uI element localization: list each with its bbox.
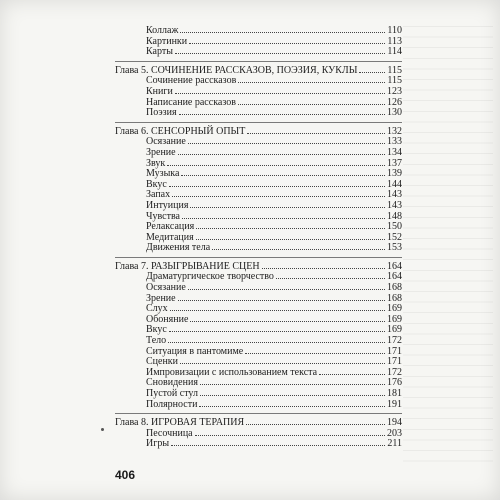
- toc-entry-page-number: 171: [387, 345, 402, 357]
- toc-entry-page-number: 113: [387, 35, 402, 47]
- toc-entry-label: Запах: [146, 189, 171, 201]
- toc-entry-page-number: 181: [387, 388, 402, 399]
- toc-entry-label: Осязание: [146, 282, 186, 294]
- toc-entry-page-number: 114: [387, 46, 402, 58]
- toc-entry-label: Коллаж: [146, 25, 179, 36]
- margin-mark: [101, 428, 104, 431]
- toc-entry: [115, 439, 402, 450]
- dot-leader: [189, 43, 385, 44]
- toc-entry: [115, 87, 402, 98]
- toc-entry-label: Сочинение рассказов: [146, 75, 237, 87]
- toc-entry-label: Движения тела: [146, 242, 211, 254]
- dot-leader: [212, 249, 385, 250]
- chapter-heading-label: Глава 8. ИГРОВАЯ ТЕРАПИЯ: [115, 417, 245, 429]
- toc-entry-page-number: 143: [387, 189, 402, 201]
- toc-entry-label: Зрение: [146, 146, 176, 158]
- toc-entry: [115, 47, 402, 58]
- dot-leader: [247, 133, 385, 134]
- toc-entry-page-number: 126: [387, 96, 402, 108]
- toc-entry-label: Зрение: [146, 292, 176, 304]
- dot-leader: [180, 363, 385, 364]
- chapter-divider: [115, 61, 402, 62]
- toc-entry: [115, 243, 402, 254]
- toc-entry-label: Импровизации с использованием текста: [146, 366, 318, 378]
- toc-entry-page-number: 144: [387, 178, 402, 190]
- dot-leader: [168, 342, 385, 343]
- toc-entry-page-number: 115: [387, 75, 402, 87]
- toc-entry-label: Сновидения: [146, 377, 198, 389]
- toc-entry-page-number: 139: [387, 168, 402, 180]
- toc-entry-label: Написание рассказов: [146, 96, 236, 108]
- dot-leader: [199, 406, 385, 407]
- toc-entry-label: Картинки: [146, 35, 188, 47]
- toc-entry-page-number: 169: [387, 324, 402, 336]
- table-of-contents: [115, 26, 402, 450]
- dot-leader: [179, 114, 385, 115]
- toc-entry-page-number: 134: [387, 146, 402, 158]
- toc-entry-label: Осязание: [146, 136, 186, 148]
- toc-entry: [115, 108, 402, 119]
- toc-entry-label: Сценки: [146, 356, 179, 368]
- toc-entry-label: Карты: [146, 46, 173, 58]
- toc-entry-page-number: 110: [387, 25, 402, 36]
- toc-entry-label: Полярности: [146, 398, 198, 410]
- toc-entry-page-number: 143: [387, 199, 402, 211]
- toc-entry-label: Медитация: [146, 231, 194, 243]
- toc-entry-page-number: 152: [387, 231, 402, 243]
- toc-entry-page-number: 168: [387, 282, 402, 294]
- toc-entry: [115, 389, 402, 400]
- dot-leader: [169, 186, 385, 187]
- toc-entry-page-number: 172: [387, 366, 402, 378]
- show-through-texture: [403, 26, 493, 466]
- chapter-heading-page-number: 132: [387, 125, 402, 137]
- dot-leader: [170, 310, 385, 311]
- toc-entry-page-number: 133: [387, 136, 402, 148]
- dot-leader: [172, 196, 385, 197]
- dot-leader: [319, 374, 385, 375]
- toc-entry-page-number: 150: [387, 221, 402, 233]
- toc-entry-page-number: 164: [387, 271, 402, 283]
- dot-leader: [246, 424, 385, 425]
- dot-leader: [276, 278, 385, 279]
- toc-entry-page-number: 130: [387, 107, 402, 119]
- toc-entry-page-number: 148: [387, 210, 402, 222]
- chapter-heading-label: Глава 5. СОЧИНЕНИЕ РАССКАЗОВ, ПОЭЗИЯ, КУКЛЫ: [115, 64, 358, 76]
- dot-leader: [180, 32, 385, 33]
- toc-entry-page-number: 171: [387, 356, 402, 368]
- toc-entry-label: Поэзия: [146, 107, 177, 119]
- chapter-divider: [115, 413, 402, 414]
- dot-leader: [178, 154, 385, 155]
- toc-entry-page-number: 137: [387, 157, 402, 169]
- chapter-heading-page-number: 115: [387, 64, 402, 76]
- toc-entry: [115, 201, 402, 212]
- toc-entry-label: Вкус: [146, 178, 167, 190]
- dot-leader: [238, 82, 385, 83]
- dot-leader: [195, 435, 385, 436]
- toc-entry-page-number: 153: [387, 242, 402, 254]
- toc-entry-label: Песочница: [146, 427, 193, 439]
- toc-entry-label: Релаксация: [146, 221, 195, 233]
- dot-leader: [196, 228, 385, 229]
- toc-entry: [115, 148, 402, 159]
- dot-leader: [359, 72, 385, 73]
- toc-entry: [115, 26, 402, 37]
- dot-leader: [190, 321, 385, 322]
- dot-leader: [238, 104, 385, 105]
- dot-leader: [175, 53, 385, 54]
- toc-entry-label: Тело: [146, 335, 167, 347]
- chapter-heading-page-number: 194: [387, 417, 402, 429]
- toc-entry-page-number: 123: [387, 85, 402, 97]
- dot-leader: [200, 384, 385, 385]
- toc-entry: [115, 400, 402, 411]
- toc-entry-label: Драматургическое творчество: [146, 271, 274, 283]
- dot-leader: [245, 353, 385, 354]
- dot-leader: [196, 239, 385, 240]
- toc-entry-label: Вкус: [146, 324, 167, 336]
- toc-entry-label: Игры: [146, 438, 170, 450]
- dot-leader: [188, 289, 385, 290]
- toc-entry-page-number: 169: [387, 303, 402, 315]
- toc-entry-label: Интуиция: [146, 199, 189, 211]
- dot-leader: [167, 165, 385, 166]
- toc-entry-page-number: 211: [387, 438, 402, 450]
- dot-leader: [175, 93, 385, 94]
- page-number: 406: [115, 468, 136, 482]
- toc-entry-page-number: 172: [387, 335, 402, 347]
- toc-entry-page-number: 176: [387, 377, 402, 389]
- toc-entry-label: Музыка: [146, 168, 180, 180]
- toc-entry-page-number: 169: [387, 313, 402, 325]
- toc-entry-page-number: 168: [387, 292, 402, 304]
- dot-leader: [181, 175, 385, 176]
- toc-entry-label: Пустой стул: [146, 388, 198, 399]
- toc-entry-page-number: 191: [387, 398, 402, 410]
- dot-leader: [171, 445, 385, 446]
- chapter-heading-label: Глава 7. РАЗЫГРЫВАНИЕ СЦЕН: [115, 260, 260, 272]
- dot-leader: [188, 143, 385, 144]
- toc-entry-label: Обоняние: [146, 313, 189, 325]
- chapter-heading-label: Глава 6. СЕНСОРНЫЙ ОПЫТ: [115, 125, 246, 137]
- dot-leader: [182, 218, 385, 219]
- chapter-divider: [115, 257, 402, 258]
- toc-entry-label: Книги: [146, 85, 173, 97]
- toc-entry-page-number: 203: [387, 427, 402, 439]
- toc-entry-label: Чувства: [146, 210, 180, 222]
- toc-entry-label: Слух: [146, 303, 168, 315]
- chapter-divider: [115, 122, 402, 123]
- dot-leader: [169, 331, 385, 332]
- toc-entry-label: Ситуация в пантомиме: [146, 345, 244, 357]
- dot-leader: [178, 300, 385, 301]
- dot-leader: [190, 207, 385, 208]
- toc-entry-label: Звук: [146, 157, 166, 169]
- chapter-heading-page-number: 164: [387, 260, 402, 272]
- dot-leader: [262, 268, 385, 269]
- dot-leader: [200, 395, 385, 396]
